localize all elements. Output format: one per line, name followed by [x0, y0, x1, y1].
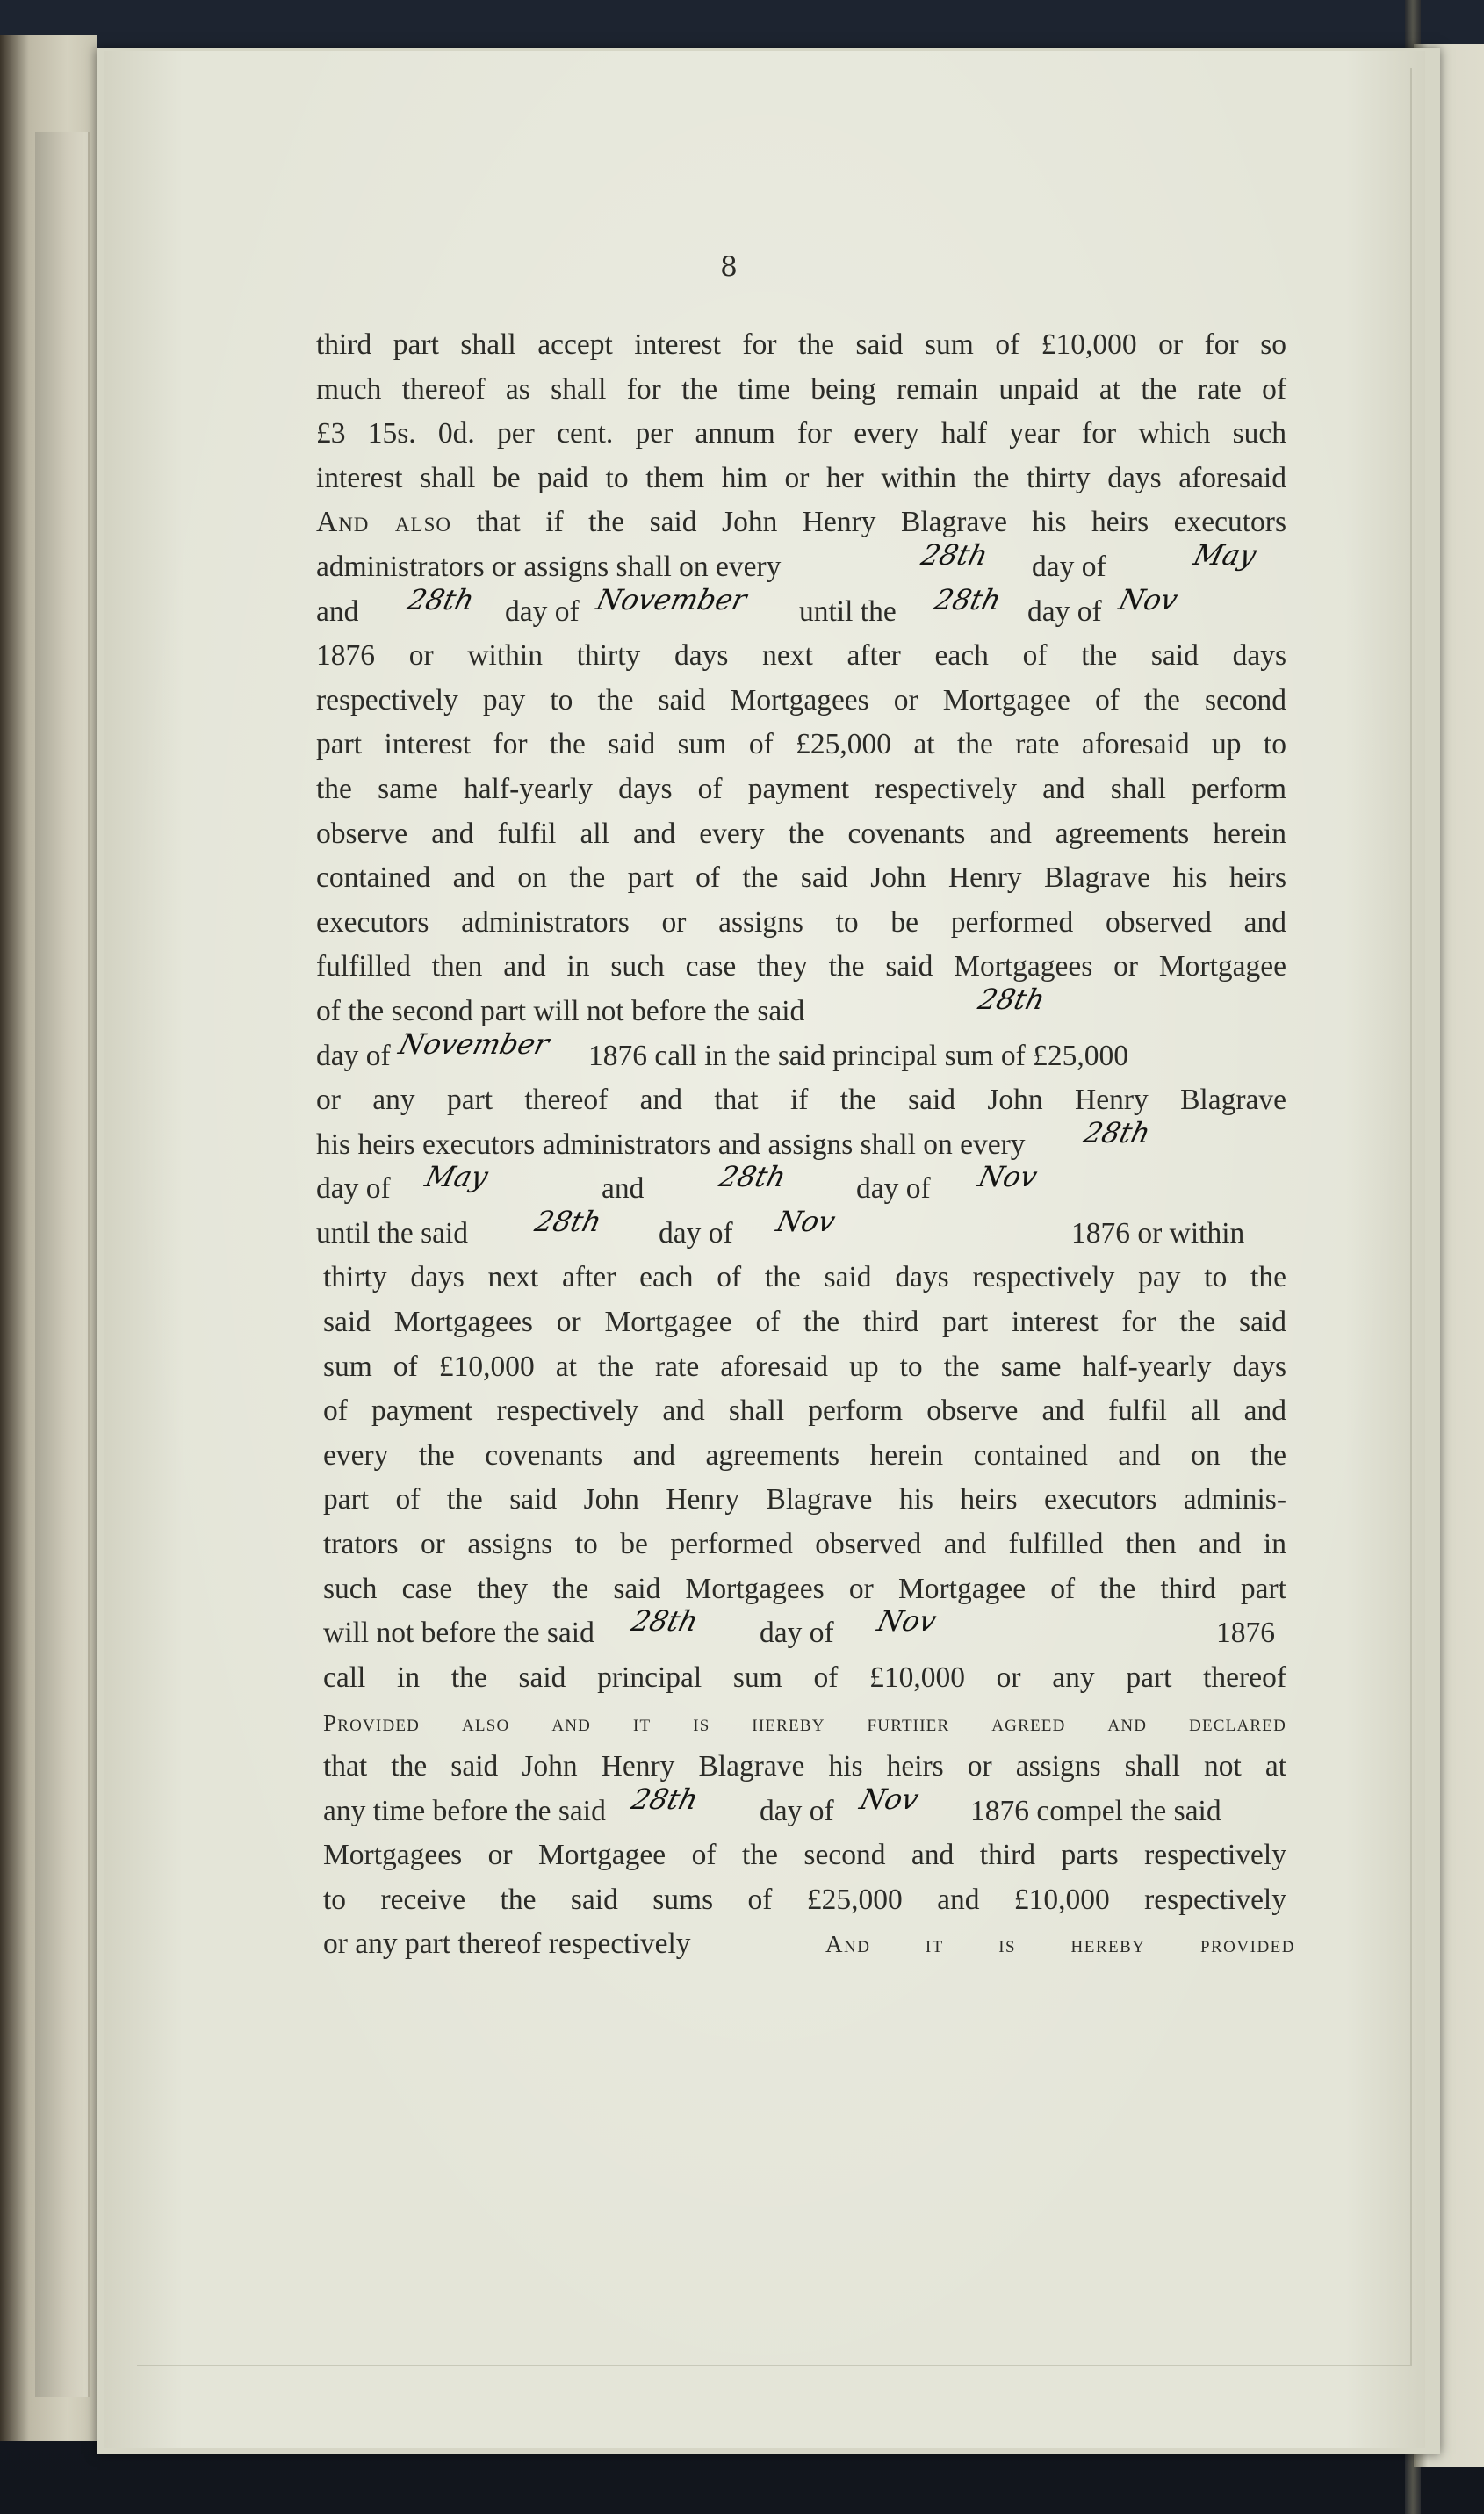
- text-segment: 1876 or within: [1071, 1216, 1245, 1250]
- text-segment: day of: [659, 1216, 733, 1250]
- handwritten-entry: 28th: [1080, 1115, 1154, 1149]
- text-segment: day of: [1032, 550, 1106, 583]
- text-line-content: or any part thereof and that if the said John Henry Blagrave: [316, 1084, 1286, 1117]
- book-left-edge-pages: [35, 132, 90, 2397]
- text-line: [316, 1256, 1286, 1300]
- text-segment: 1876: [1216, 1617, 1275, 1650]
- book-left-edge: [0, 35, 97, 2441]
- text-segment: until the said: [316, 1216, 469, 1250]
- text-line: [316, 1204, 1286, 1257]
- handwritten-entry: 28th: [918, 537, 991, 572]
- text-line: [316, 582, 1286, 635]
- text-line: [316, 856, 1286, 901]
- small-caps-phrase: And also: [316, 506, 451, 539]
- handwritten-entry: November: [395, 1026, 553, 1061]
- text-line: [316, 634, 1286, 679]
- handwritten-entry: 28th: [531, 1204, 605, 1238]
- text-line-content: every the covenants and agreements herein contained and on the: [323, 1438, 1286, 1472]
- text-segment: day of: [760, 1617, 834, 1650]
- text-segment: day of: [316, 1039, 391, 1072]
- text-line-content: much thereof as shall for the time being remain unpaid at the rate of: [316, 372, 1286, 406]
- text-line-content: part of the said John Henry Blagrave his heirs executors adminis-: [323, 1483, 1286, 1516]
- text-segment: and: [602, 1172, 645, 1206]
- text-line: [316, 812, 1286, 857]
- handwritten-entry: 28th: [628, 1782, 702, 1816]
- text-line-content: Mortgagees or Mortgagee of the second and third parts respectively: [323, 1839, 1286, 1872]
- small-caps-phrase: Provided also and it is hereby further agreed and declared: [323, 1710, 1286, 1737]
- text-segment: will not before the said: [323, 1617, 594, 1650]
- text-segment: his heirs executors administrators and assigns shall on every: [316, 1127, 1026, 1161]
- text-line-content: said Mortgagees or Mortgagee of the third part interest for the said: [323, 1306, 1286, 1339]
- text-line-content: interest shall be paid to them him or her within the thirty days aforesaid: [316, 461, 1286, 494]
- text-line-content: thirty days next after each of the said days respectively pay to the: [323, 1261, 1286, 1294]
- text-line-content: fulfilled then and in such case they the said Mortgagees or Mortgagee: [316, 950, 1286, 983]
- text-line-content: 1876 or within thirty days next after each of the said days: [316, 639, 1286, 673]
- text-line-content: trators or assigns to be performed observed and fulfilled then and in: [323, 1528, 1286, 1561]
- text-segment: 1876 call in the said principal sum of £25,000: [588, 1039, 1128, 1072]
- text-line: [316, 412, 1286, 457]
- text-line: [316, 457, 1286, 501]
- small-caps-phrase: And it is hereby provided: [825, 1931, 1295, 1958]
- text-line-content: £3 15s. 0d. per cent. per annum for every half year for which such: [316, 417, 1286, 450]
- text-line: [316, 901, 1286, 946]
- handwritten-entry: 28th: [716, 1160, 789, 1194]
- handwritten-entry: May: [1190, 537, 1260, 572]
- text-line-content: that the said John Henry Blagrave his heirs or assigns shall not at: [323, 1750, 1286, 1783]
- text-line-content: third part shall accept interest for the said sum of £10,000 or for so: [316, 328, 1286, 361]
- handwritten-entry: 28th: [931, 582, 1005, 616]
- text-line: [316, 1567, 1286, 1612]
- text-line: [316, 1026, 1286, 1079]
- text-line-content: part interest for the said sum of £25,000 at the rate aforesaid up to: [316, 728, 1286, 761]
- text-segment: 1876 compel the said: [970, 1794, 1221, 1827]
- text-line: [316, 679, 1286, 724]
- handwritten-entry: Nov: [874, 1604, 940, 1639]
- handwritten-entry: November: [593, 582, 751, 616]
- text-segment: of the second part will not before the said: [316, 994, 805, 1027]
- handwritten-entry: Nov: [773, 1204, 839, 1238]
- handwritten-entry: 28th: [404, 582, 478, 616]
- handwritten-entry: May: [421, 1160, 492, 1194]
- text-line-content: the same half-yearly days of payment respectively and shall perform: [316, 772, 1286, 805]
- text-line: [316, 1434, 1286, 1479]
- text-line: [316, 1833, 1286, 1878]
- text-line: [316, 1700, 1286, 1745]
- text-line-content: observe and fulfil all and every the covenants and agreements herein: [316, 817, 1286, 850]
- text-line-content: of payment respectively and shall perform observe and fulfil all and: [323, 1394, 1286, 1428]
- handwritten-entry: Nov: [856, 1782, 923, 1816]
- text-line: [316, 368, 1286, 413]
- text-segment: administrators or assigns shall on every: [316, 550, 782, 583]
- text-line-content: sum of £10,000 at the rate aforesaid up to the same half-yearly days: [323, 1350, 1286, 1383]
- text-segment: day of: [316, 1172, 391, 1206]
- text-line: [316, 501, 1286, 545]
- text-line-content: such case they the said Mortgagees or Mortgagee of the third part: [323, 1572, 1286, 1605]
- text-line: [316, 767, 1286, 812]
- text-line: [316, 1345, 1286, 1390]
- text-line: [316, 1604, 1286, 1656]
- text-line-content: executors administrators or assigns to be performed observed and: [316, 905, 1286, 939]
- text-segment: any time before the said: [323, 1794, 606, 1827]
- text-line: [316, 1782, 1286, 1834]
- text-line: [316, 1389, 1286, 1434]
- text-segment: or any part thereof respectively: [323, 1927, 691, 1961]
- text-segment: until the: [799, 594, 897, 628]
- text-line: [316, 1745, 1286, 1790]
- text-line: [316, 1922, 1295, 1967]
- text-segment: day of: [1027, 594, 1102, 628]
- text-line: [316, 945, 1286, 990]
- text-line: [316, 723, 1286, 767]
- text-line: [316, 1523, 1286, 1567]
- text-line: [316, 1656, 1286, 1701]
- text-line-content: to receive the said sums of £25,000 and £10,000 respectively: [323, 1883, 1286, 1916]
- text-line-content: that if the said John Henry Blagrave his heirs executors: [450, 506, 1286, 539]
- handwritten-entry: Nov: [1115, 582, 1182, 616]
- handwritten-entry: 28th: [628, 1604, 702, 1639]
- text-line-content: respectively pay to the said Mortgagees or Mortgagee of the second: [316, 683, 1286, 717]
- text-line: [316, 1300, 1286, 1345]
- text-segment: and: [316, 594, 359, 628]
- body-text: [316, 323, 1295, 1967]
- text-line-content: contained and on the part of the said John Henry Blagrave his heirs: [316, 861, 1286, 895]
- handwritten-entry: 28th: [975, 982, 1048, 1016]
- text-line: [316, 323, 1286, 368]
- page-number: 8: [720, 251, 738, 283]
- text-line-content: call in the said principal sum of £10,000 or any part thereof: [323, 1660, 1286, 1694]
- text-segment: day of: [760, 1794, 834, 1827]
- text-line: [316, 1478, 1286, 1523]
- text-segment: day of: [856, 1172, 931, 1206]
- text-line: [316, 1878, 1286, 1923]
- handwritten-entry: Nov: [975, 1160, 1041, 1194]
- text-segment: day of: [505, 594, 580, 628]
